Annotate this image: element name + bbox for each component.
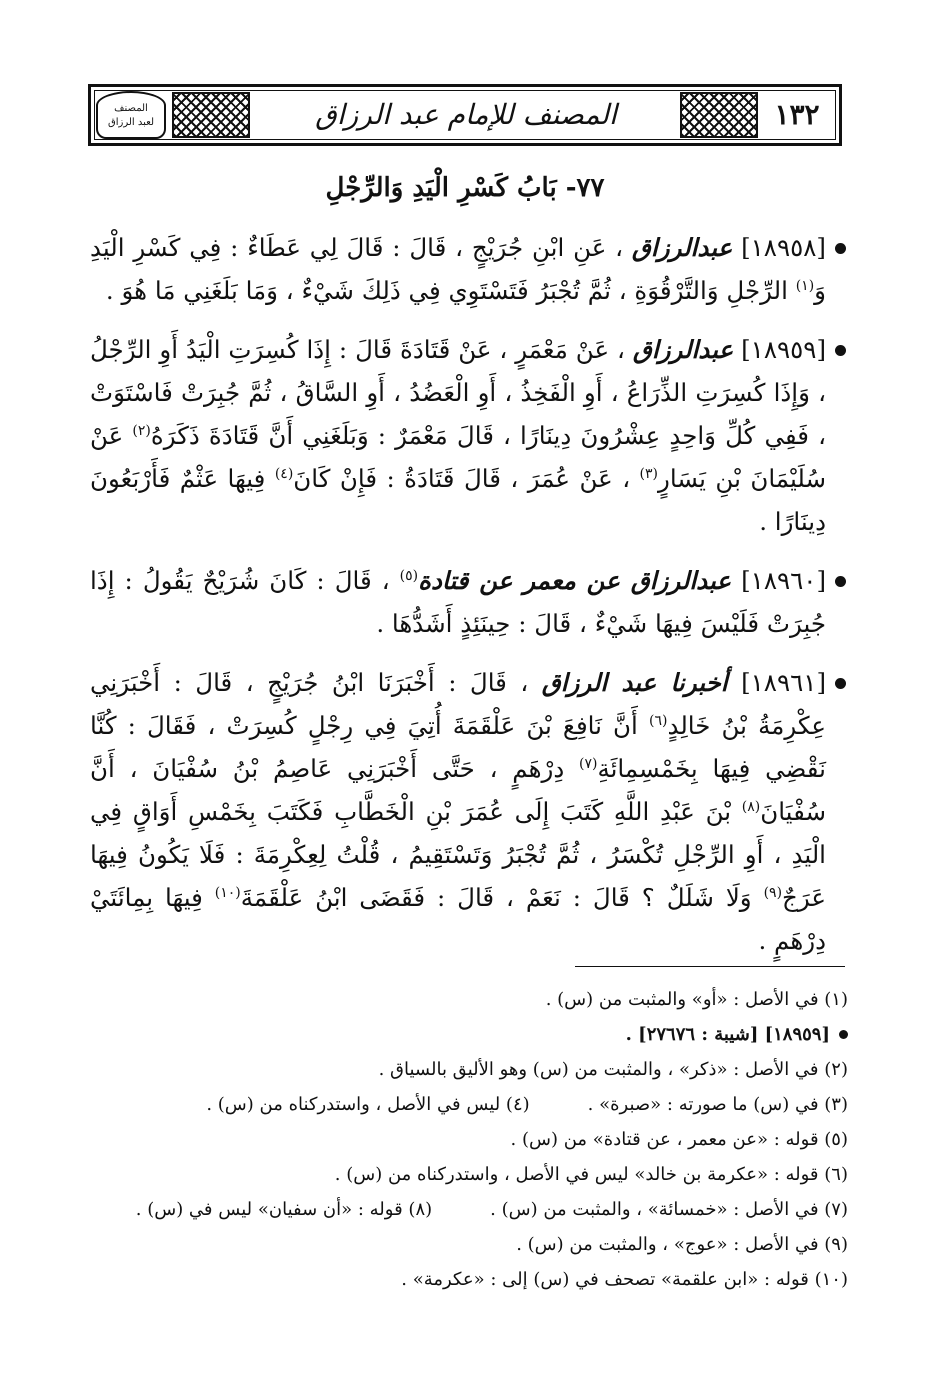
hadith-text: ، عَنِ ابْنِ جُرَيْجٍ ، قَالَ : قَالَ لِي عَطَاءٌ : فِي كَسْرِ الْيَدِ وَ: [90, 233, 826, 305]
footnote-pair-7-8: [100, 1192, 848, 1227]
footnote-ref: (٤): [274, 465, 294, 482]
bullet-icon: [835, 678, 846, 689]
footnote-ref: (٢): [132, 422, 151, 439]
hadith-number: [١٨٩٥٩]: [741, 335, 827, 364]
footnote-ref: (١): [795, 277, 815, 294]
footnote-ref: (٦): [648, 712, 668, 729]
hadith-18961: [90, 661, 846, 962]
footnote-ref: (٩): [763, 884, 783, 901]
hadith-text: عَنْ سُلَيْمَانَ بْنِ يَسَارٍ: [90, 421, 827, 493]
footnote-ref: (٧): [579, 755, 598, 772]
hadith-text: فِيهَا بِمِائَتَيْ دِرْهَمٍ .: [90, 883, 826, 955]
footnote-6: (٦) قوله : «عكرمة بن خالد» ليس في الأصل ، واستدركناه من (س) .: [334, 1164, 848, 1185]
hadith-18960: [90, 559, 846, 645]
page-header: [88, 84, 842, 146]
footnotes: [100, 982, 848, 1297]
left-ornament: [172, 92, 250, 138]
hadith-18958: [90, 226, 846, 312]
footnote-ref: (٣): [639, 465, 659, 482]
footnote-ref: (٥): [399, 567, 419, 584]
footnote-8: (٨) قوله : «أن سفيان» ليس في (س) .: [135, 1199, 433, 1220]
hadith-number: [١٨٩٦٠]: [741, 566, 827, 595]
hadith-text: وَلَا شَلَلٌ ؟ قَالَ : نَعَمْ ، قَالَ : فَقَضَى ابْنُ عَلْقَمَةَ: [240, 883, 764, 912]
footnote-7: (٧) في الأصل : «خمسائة» ، والمثبت من (س) .: [490, 1199, 848, 1220]
hadith-text: بْنَ عَبْدِ اللَّهِ كَتَبَ إِلَى عُمَرَ بْنِ الْخَطَّابِ فَكَتَبَ بِخَمْسِ أَوَاقٍ فِي الْيَدِ ، أَوِ الرِّجْلِ تُكْسَرُ ، ثُمَّ تُجْبَرُ وَتَسْتَقِيمُ ، قُلْتُ لِعِكْرِمَةَ : فَلَا يَكُونُ فِيهَا عَرَجٌ: [90, 797, 826, 912]
footnote-3: (٣) في (س) ما صورته : «صبرة» .: [587, 1094, 848, 1115]
hadith-text: أَنَّ نَافِعَ بْنَ عَلْقَمَةَ أُتِيَ فِي رِجْلٍ كُسِرَتْ ، فَقَالَ : كُنَّا نَقْضِي فِيهَا بِخَمْسِمِائَةِ: [90, 711, 826, 783]
chapter-title: ٧٧- بَابُ كَسْرِ الْيَدِ وَالرِّجْلِ: [325, 173, 605, 203]
cross-reference-text: [١٨٩٥٩] [شيبة : ٢٧٦٧٦] .: [625, 1024, 830, 1045]
hadith-number: [١٨٩٦١]: [741, 668, 826, 697]
footnote-separator: [575, 966, 845, 967]
publisher-seal: [96, 91, 166, 139]
hadith-text: ، عَنْ عُمَرَ ، قَالَ قَتَادَةُ : فَإِنْ كَانَ: [293, 464, 640, 493]
seal-line-1: المصنف: [114, 103, 148, 114]
hadith-source: أخبرنا عبد الرزاق: [541, 668, 728, 697]
seal-line-2: لعبد الرزاق: [107, 117, 155, 128]
right-ornament: [680, 92, 758, 138]
hadith-source: عبدالرزاق: [631, 233, 733, 262]
hadith-text: دِرْهَمٍ ، حَتَّى أَخْبَرَنِي عَاصِمُ بْنُ سُفْيَانَ ، أَنَّ سُفْيَانَ: [90, 754, 826, 826]
page-number: ١٣٢: [774, 98, 820, 131]
bullet-icon: [835, 243, 846, 254]
main-text: [90, 226, 846, 978]
bullet-icon: [835, 576, 846, 587]
footnote-pair-3-4: [100, 1087, 848, 1122]
book-title: المصنف للإمام عبد الرزاق: [315, 98, 617, 131]
hadith-text: ، قَالَ : أَخْبَرَنَا ابْنُ جُرَيْجٍ ، قَالَ : أَخْبَرَنِي عِكْرِمَةُ بْنُ خَالِدٍ: [90, 668, 827, 740]
footnote-4: (٤) ليس في الأصل ، واستدركناه من (س) .: [206, 1094, 530, 1115]
hadith-18959: [90, 328, 846, 543]
hadith-text: فِيهَا عَثْمٌ فَأَرْبَعُونَ دِينَارًا .: [90, 464, 826, 536]
bullet-icon: [839, 1030, 848, 1039]
footnote-9: (٩) في الأصل : «عوج» ، والمثبت من (س) .: [516, 1234, 848, 1255]
footnote-ref: (١٠): [214, 884, 241, 901]
bullet-icon: [835, 345, 846, 356]
footnote-10: (١٠) قوله : «ابن علقمة» تصحف في (س) إلى : «عكرمة» .: [401, 1269, 848, 1290]
cross-reference: [100, 1017, 848, 1052]
hadith-text: ، عَنْ مَعْمَرٍ ، عَنْ قَتَادَةَ قَالَ : إِذَا كُسِرَتِ الْيَدُ أَوِ الرِّجْلُ ، وَإِذَا كُسِرَتِ الذِّرَاعُ ، أَوِ الْفَخِذُ ، أَوِ الْعَضُدُ ، أَوِ السَّاقُ ، ثُمَّ جُبِرَتْ فَاسْتَوَتْ ، فَفِي كُلِّ وَاحِدٍ عِشْرُونَ دِينَارًا ، قَالَ مَعْمَرٌ : وَبَلَغَنِي أَنَّ قَتَادَةَ ذَكَرَهُ: [90, 335, 827, 450]
footnote-ref: (٨): [741, 798, 761, 815]
hadith-source: عبدالرزاق: [632, 335, 734, 364]
hadith-text: الرِّجْلِ وَالتَّرْقُوَةِ ، ثُمَّ تُجْبَرُ فَتَسْتَوِي فِي ذَلِكَ شَيْءٌ ، وَمَا بَلَغَنِي مَا هُوَ .: [105, 276, 796, 305]
hadith-source: عبدالرزاق عن معمر عن قتادة: [418, 566, 732, 595]
footnote-1: (١) في الأصل : «أو» والمثبت من (س) .: [545, 989, 848, 1010]
hadith-number: [١٨٩٥٨]: [741, 233, 826, 262]
hadith-text: ، قَالَ : كَانَ شُرَيْحٌ يَقُولُ : إِذَا جُبِرَتْ فَلَيْسَ فِيهَا شَيْءٌ ، قَالَ : حِينَئِذٍ أَشَدُّهَا .: [90, 566, 826, 638]
footnote-5: (٥) قوله : «عن معمر ، عن قتادة» من (س) .: [510, 1129, 848, 1150]
footnote-2: (٢) في الأصل : «ذكر» ، والمثبت من (س) وهو الأليق بالسياق .: [378, 1059, 848, 1080]
